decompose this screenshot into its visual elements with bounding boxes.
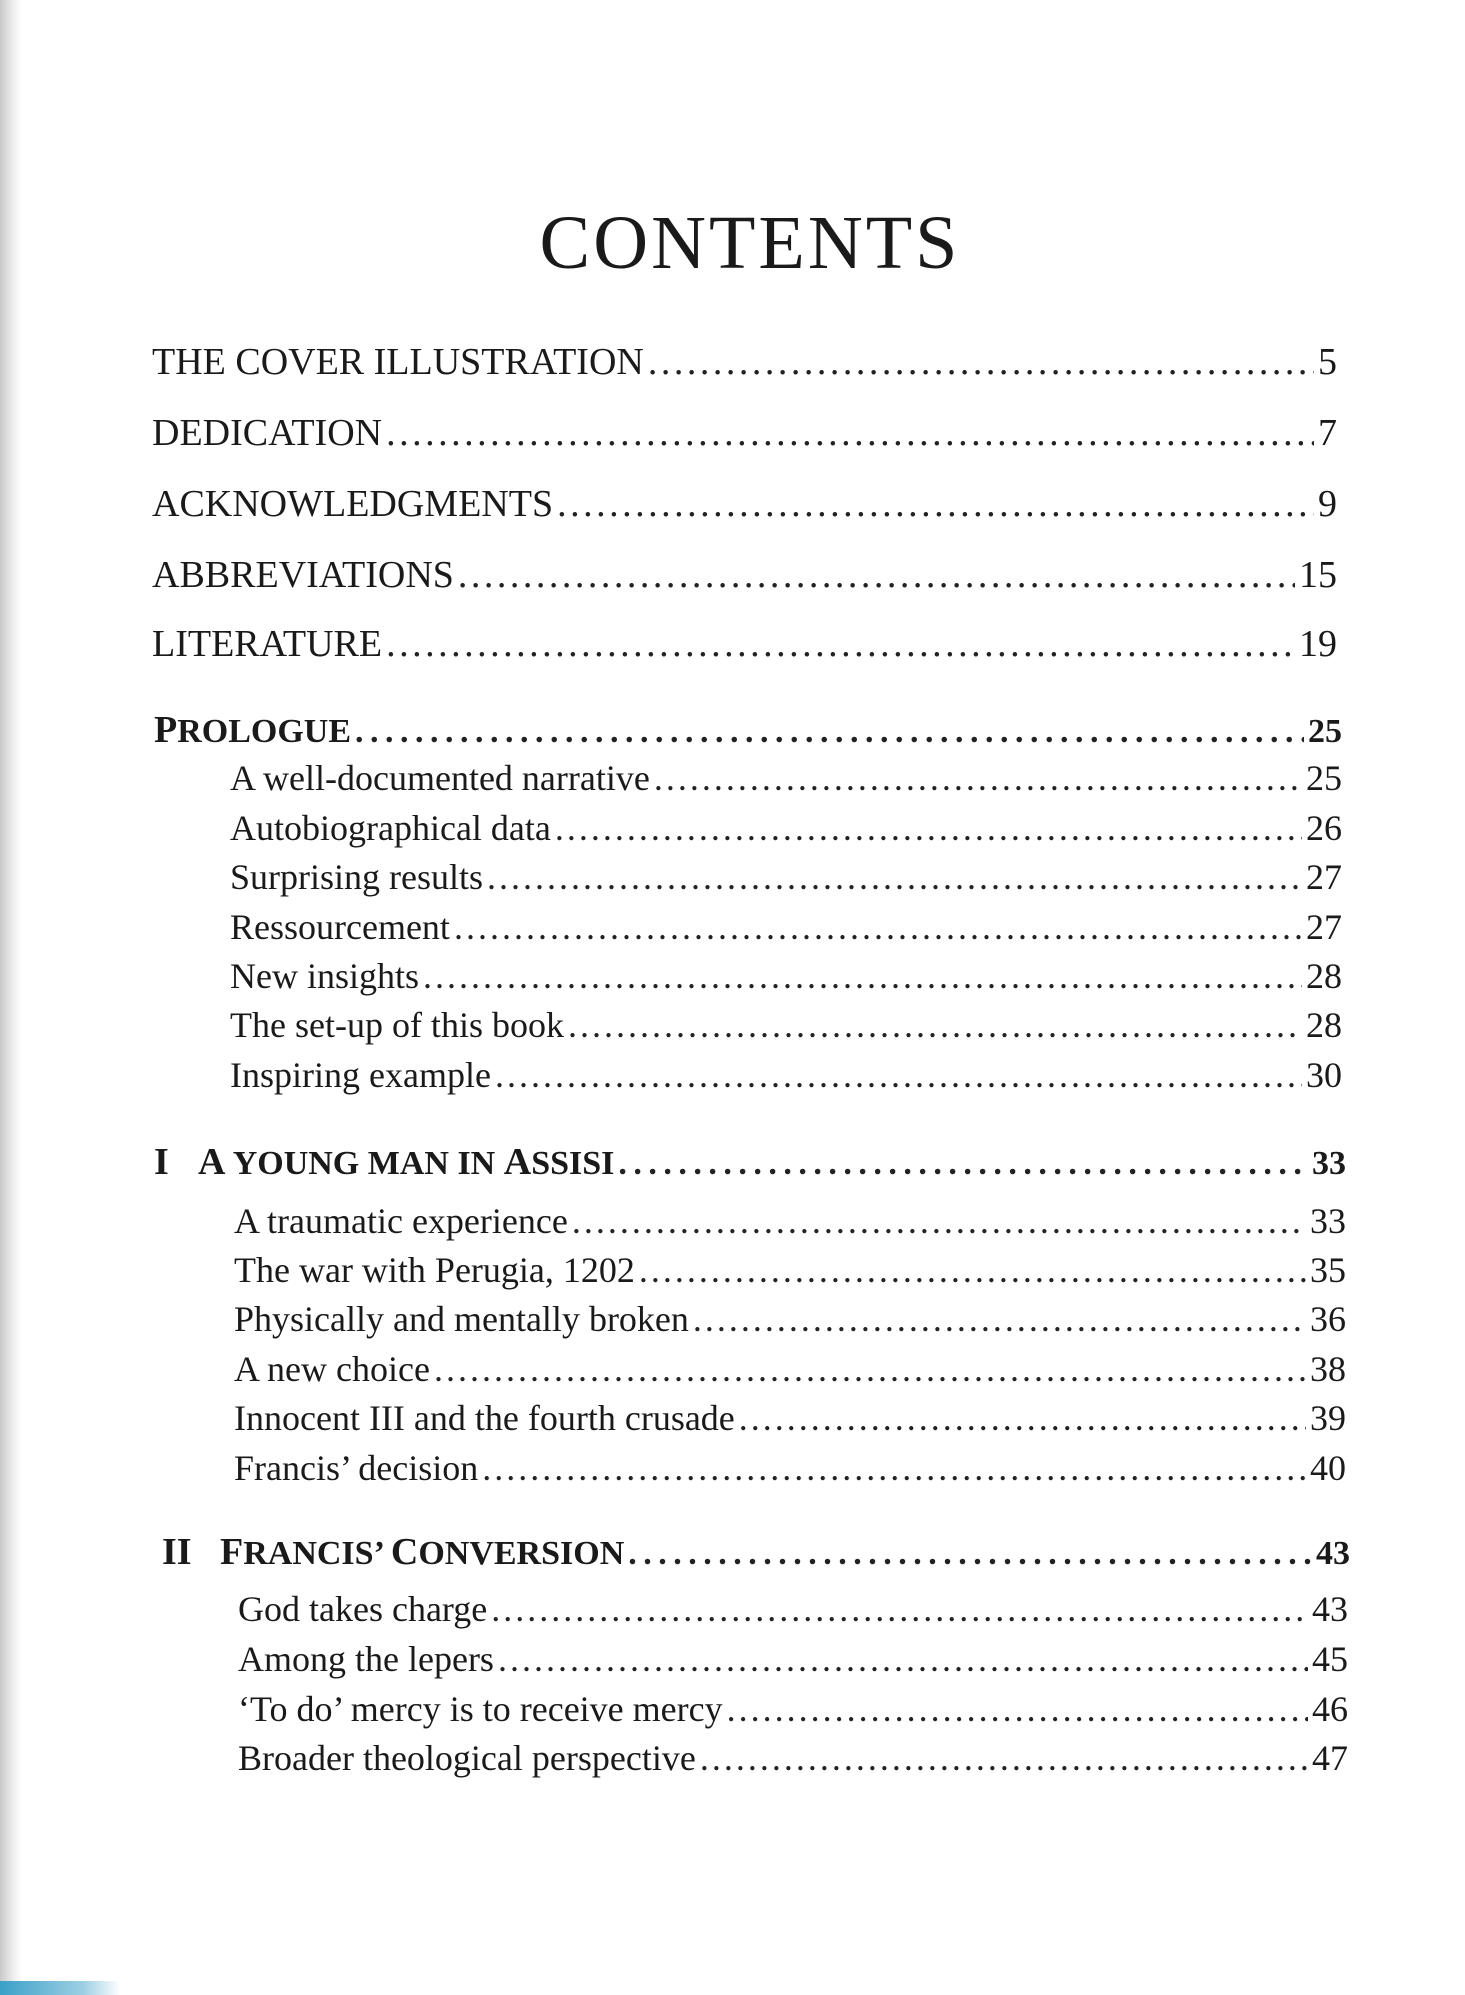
page-title: CONTENTS xyxy=(539,201,961,285)
toc-section[interactable] xyxy=(234,1348,1346,1390)
chapter-number: II xyxy=(162,1531,192,1573)
section-label: ‘To do’ mercy is to receive mercy xyxy=(238,1689,723,1729)
section-page: 30 xyxy=(1306,1055,1342,1095)
toc-section[interactable] xyxy=(230,807,1342,849)
section-page: 46 xyxy=(1312,1689,1348,1729)
section-page: 45 xyxy=(1312,1639,1348,1679)
toc-chapter-2[interactable] xyxy=(162,1530,1350,1574)
toc-entry-cover-illustration[interactable] xyxy=(152,340,1337,384)
toc-section[interactable] xyxy=(234,1397,1346,1439)
dot-leader xyxy=(458,553,1295,597)
section-page: 28 xyxy=(1306,1005,1342,1045)
title-initial: A xyxy=(198,1141,226,1183)
section-label: Innocent III and the fourth crusade xyxy=(234,1398,735,1438)
section-label: Francis’ decision xyxy=(234,1448,479,1488)
dot-leader xyxy=(693,1298,1306,1340)
chapter-title xyxy=(162,1530,624,1574)
chapter-title xyxy=(154,1140,614,1184)
chapter-title xyxy=(154,708,351,752)
toc-entry-label: THE COVER ILLUSTRATION xyxy=(152,341,644,383)
dot-leader xyxy=(648,340,1314,384)
section-label: A new choice xyxy=(234,1349,430,1389)
section-page: 39 xyxy=(1310,1398,1346,1438)
section-page: 38 xyxy=(1310,1349,1346,1389)
dot-leader xyxy=(386,622,1295,666)
chapter-page: 33 xyxy=(1312,1145,1346,1182)
dot-leader xyxy=(454,906,1302,948)
toc-section[interactable] xyxy=(234,1298,1346,1340)
toc-section[interactable] xyxy=(230,955,1342,997)
toc-section[interactable] xyxy=(230,1004,1342,1046)
section-label: Physically and mentally broken xyxy=(234,1299,689,1339)
toc-section[interactable] xyxy=(234,1447,1346,1489)
dot-leader xyxy=(739,1397,1306,1439)
dot-leader xyxy=(487,856,1302,898)
dot-leader xyxy=(491,1588,1308,1630)
title-initial-2: C xyxy=(390,1531,419,1573)
section-page: 43 xyxy=(1312,1589,1348,1629)
toc-entry-page: 19 xyxy=(1299,623,1337,665)
section-label: The set-up of this book xyxy=(230,1005,564,1045)
toc-section[interactable] xyxy=(238,1688,1348,1730)
title-rest: SSISI xyxy=(531,1145,615,1182)
dot-leader xyxy=(639,1249,1306,1291)
toc-entry-label: LITERATURE xyxy=(152,623,383,665)
section-page: 26 xyxy=(1306,808,1342,848)
toc-section[interactable] xyxy=(238,1638,1348,1680)
section-label: Broader theological perspective xyxy=(238,1738,696,1778)
toc-chapter-prologue[interactable] xyxy=(154,708,1342,752)
section-label: Autobiographical data xyxy=(230,808,551,848)
toc-entry-literature[interactable] xyxy=(152,622,1337,666)
title-middle: YOUNG MAN IN xyxy=(225,1145,504,1182)
chapter-number: I xyxy=(154,1141,169,1183)
toc-entry-page: 9 xyxy=(1318,483,1337,525)
page-edge-shadow xyxy=(0,0,22,1995)
toc-entry-label: ABBREVIATIONS xyxy=(152,554,454,596)
title-initial-2: A xyxy=(503,1141,532,1183)
section-page: 27 xyxy=(1306,907,1342,947)
section-page: 27 xyxy=(1306,857,1342,897)
dot-leader xyxy=(555,807,1302,849)
section-page: 47 xyxy=(1312,1738,1348,1778)
dot-leader xyxy=(355,713,1304,751)
toc-entry-page: 7 xyxy=(1318,412,1337,454)
dot-leader xyxy=(568,1004,1302,1046)
section-label: Inspiring example xyxy=(230,1055,491,1095)
section-page: 25 xyxy=(1306,758,1342,798)
dot-leader xyxy=(654,757,1302,799)
section-page: 28 xyxy=(1306,956,1342,996)
section-label: God takes charge xyxy=(238,1589,488,1629)
toc-entry-abbreviations[interactable] xyxy=(152,553,1337,597)
dot-leader xyxy=(618,1145,1308,1183)
dot-leader xyxy=(495,1054,1302,1096)
dot-leader xyxy=(572,1200,1306,1242)
toc-entry-dedication[interactable] xyxy=(152,411,1337,455)
title-initial: P xyxy=(154,709,178,751)
toc-entry-page: 5 xyxy=(1318,341,1337,383)
section-label: Among the lepers xyxy=(238,1639,494,1679)
title-middle: RANCIS’ xyxy=(243,1535,391,1572)
dot-leader xyxy=(498,1638,1308,1680)
page-edge-stripe xyxy=(0,1981,120,1995)
toc-entry-acknowledgments[interactable] xyxy=(152,482,1337,526)
toc-section[interactable] xyxy=(230,757,1342,799)
title-initial: F xyxy=(220,1531,244,1573)
section-page: 33 xyxy=(1310,1201,1346,1241)
toc-section[interactable] xyxy=(234,1200,1346,1242)
chapter-page: 43 xyxy=(1316,1535,1350,1572)
title-rest: ROLOGUE xyxy=(177,713,352,750)
toc-entry-label: ACKNOWLEDGMENTS xyxy=(152,483,554,525)
section-label: New insights xyxy=(230,956,419,996)
section-page: 35 xyxy=(1310,1250,1346,1290)
dot-leader xyxy=(727,1688,1308,1730)
toc-section[interactable] xyxy=(230,856,1342,898)
chapter-page: 25 xyxy=(1308,713,1342,750)
dot-leader xyxy=(628,1535,1312,1573)
toc-entry-page: 15 xyxy=(1299,554,1337,596)
dot-leader xyxy=(700,1737,1308,1779)
toc-section[interactable] xyxy=(238,1588,1348,1630)
toc-section[interactable] xyxy=(234,1249,1346,1291)
section-label: A traumatic experience xyxy=(234,1201,568,1241)
title-rest: ONVERSION xyxy=(418,1535,625,1572)
toc-section[interactable] xyxy=(238,1737,1348,1779)
toc-section[interactable] xyxy=(230,1054,1342,1096)
section-label: The war with Perugia, 1202 xyxy=(234,1250,635,1290)
section-label: A well-documented narrative xyxy=(230,758,650,798)
dot-leader xyxy=(423,955,1302,997)
dot-leader xyxy=(557,482,1314,526)
section-page: 40 xyxy=(1310,1448,1346,1488)
toc-section[interactable] xyxy=(230,906,1342,948)
dot-leader xyxy=(434,1348,1306,1390)
dot-leader xyxy=(482,1447,1306,1489)
dot-leader xyxy=(386,411,1314,455)
toc-entry-label: DEDICATION xyxy=(152,412,383,454)
section-label: Surprising results xyxy=(230,857,484,897)
section-label: Ressourcement xyxy=(230,907,450,947)
toc-chapter-1[interactable] xyxy=(154,1140,1346,1184)
section-page: 36 xyxy=(1310,1299,1346,1339)
